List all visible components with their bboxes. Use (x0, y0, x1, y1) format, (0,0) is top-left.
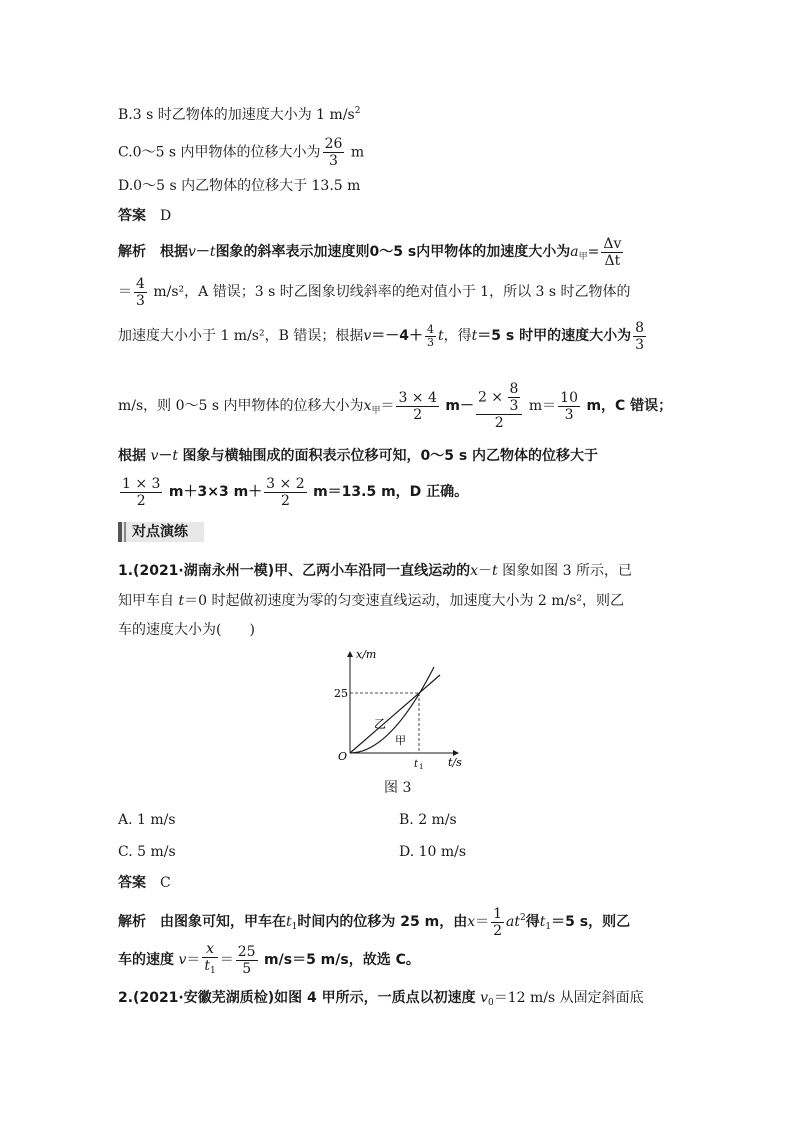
option-c: C.0～5 s 内甲物体的位移大小为 $\frac{26}{3}$ m (118, 136, 365, 169)
analysis-line-2: ＝ $\frac{4}{3}$ m/s²，A 错误；3 s 时乙图象切线斜率的绝对值小于 1，所以 3 s 时乙物体的 (118, 275, 631, 309)
q1-line-1: 1.(2021·湖南永州一模)甲、乙两小车沿同一直线运动的x－t 图象如图 3 所示，已 (118, 563, 632, 579)
q1-answer: 答案 C (118, 875, 171, 891)
section-heading (118, 522, 204, 542)
section-title: 对点演练 (132, 524, 188, 540)
analysis-line-1: 解析 根据v－t图象的斜率表示加速度则0～5 s内甲物体的加速度大小为$a_甲=$ $\frac{\Delta v}{\Delta t}$ (118, 235, 622, 269)
q1-option-c: C. 5 m/s (118, 844, 176, 860)
q1-line-2: 知甲车自 t＝0 时起做初速度为零的匀变速直线运动，加速度大小为 2 m/s²，则乙 (118, 593, 625, 609)
x-axis-label: t/s (448, 756, 462, 769)
curve-jia-label: 甲 (395, 734, 406, 747)
q1-option-d: D. 10 m/s (399, 844, 467, 860)
curve-yi-label: 乙 (374, 717, 387, 731)
section-bar-secondary (124, 522, 126, 542)
x-tick-t1-sub: 1 (419, 763, 424, 771)
analysis-line-5: 根据 v－t 图象与横轴围成的面积表示位移可知，0～5 s 内乙物体的位移大于 (118, 448, 599, 464)
q1-option-a: A. 1 m/s (118, 812, 176, 828)
option-b: B.3 s 时乙物体的加速度大小为 1 $m/s^2$ (118, 106, 361, 123)
curve-jia-parabola (350, 667, 434, 753)
x-tick-t1: t (414, 759, 419, 770)
q1-analysis-line-1: 解析 由图象可知，甲车在$t_1$时间内的位移为 25 m，由x＝ $\frac{1}{2}$ $at^2$得$t_1=5$ s，则乙 (118, 905, 631, 939)
y-axis-label: x/m (356, 648, 377, 661)
y-tick-25: 25 (334, 687, 348, 700)
figure-caption: 图 3 (384, 780, 412, 796)
analysis-line-4: m/s，则 0～5 s 内甲物体的位移大小为$x_甲=$ $\frac{3 \times 4}{2}$ m－ 2 × $\frac{8}{3}$ 2 m＝ $\frac{10}{3}$ m，C 错误； (118, 381, 673, 431)
option-d: D.0～5 s 内乙物体的位移大于 13.5 m (118, 178, 361, 194)
q1-option-b: B. 2 m/s (399, 812, 457, 828)
answer-line: 答案 D (118, 208, 172, 224)
q2-line-1: 2.(2021·安徽芜湖质检)如图 4 甲所示，一质点以初速度 $v_0=12$ m/s 从固定斜面底 (118, 990, 644, 1008)
origin-label: O (338, 750, 348, 763)
analysis-line-3: 加速度大小小于 1 m/s²，B 错误；根据v＝－4＋ $\frac{4}{3}$ t，得t＝5 s 时甲的速度大小为 $\frac{8}{3}$ (118, 319, 645, 353)
xt-graph (330, 646, 480, 776)
analysis-line-6: $\frac{1 \times 3}{2}$ m＋3×3 m＋ $\frac{3 \times 2}{2}$ m＝13.5 m，D 正确。 (122, 475, 469, 509)
q1-line-3: 车的速度大小为( ) (118, 622, 255, 638)
section-bar (118, 522, 122, 542)
q1-analysis-line-2: 车的速度 v＝ $\frac{x}{t_1}$ ＝ $\frac{25}{5}$ m/s＝5 m/s，故选 C。 (118, 941, 420, 977)
